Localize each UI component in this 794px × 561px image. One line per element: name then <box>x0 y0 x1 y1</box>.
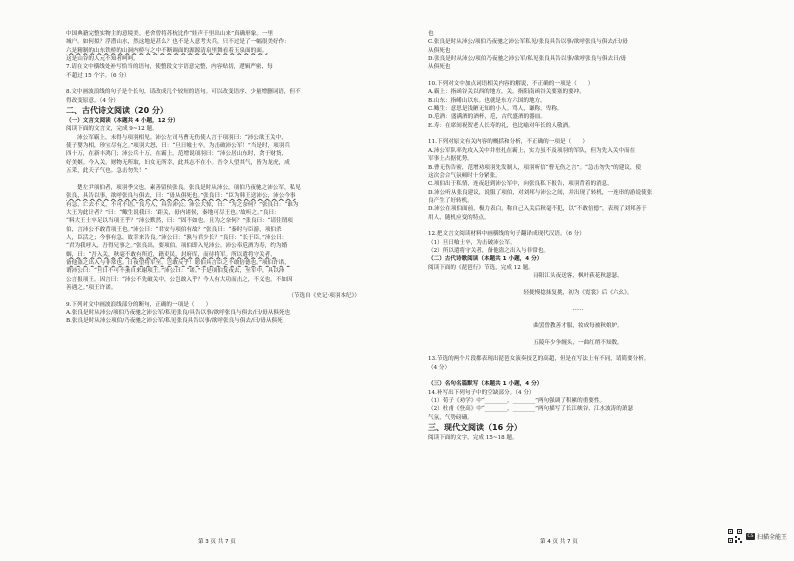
left-column-line: 备他盗之出入与非常也。日夜望将军至，岂敢反乎！愿伯具言臣之不敢倍德也。”项伯许诺， <box>66 259 290 266</box>
right-column-line: 13.节选的两个片段都表现出琵琶女演奏技艺的高超，但是在写法上有不同，请简要分析。 <box>428 356 650 363</box>
right-column-line: 11.下列对原文有关内容的概括和分析，不正确的一项是（ ） <box>428 139 588 146</box>
right-column-line: 14.补写出下列句子中的空缺部分。（4 分） <box>428 389 535 396</box>
left-column-line: 得改变原意。（4 分） <box>66 97 119 104</box>
left-column-line: 伯，言沛公不敢背项王也。”沛公曰：“君安与项伯有故？”张良曰：“秦时与臣游，项伯杀 <box>66 226 282 233</box>
right-column-line: 从俱死也 <box>428 64 451 71</box>
right-column-line <box>428 280 728 288</box>
left-column-line: （节选自《史记·项羽本纪》） <box>288 293 360 300</box>
left-column-line: 有急，亡去不义，不可不语。”良乃入，具告沛公。沛公大惊，曰：“为之奈何？”张良曰：“谁为 <box>66 201 299 208</box>
left-column-line: （一）文言文阅读（本题共 4 小题，12 分） <box>66 118 179 125</box>
right-column-line: （2）所以遣将守关者，备他盗之出入与非常也。 <box>428 247 550 254</box>
right-column-line <box>428 347 728 355</box>
right-column-line: 军事上占据优势。 <box>428 156 473 163</box>
left-column-line: 姻，曰：“吾入关，秋毫不敢有所近，籍吏民，封府库，而待将军。所以遣将守关者， <box>66 251 276 258</box>
right-column-line: 轻拢慢捻抹复挑，初为《霓裳》后《六幺》。 <box>523 289 633 296</box>
left-column-line: 好美姬。今入关，财物无所取，妇女无所幸，此其志不在小。吾令人望其气，皆为龙虎，成 <box>66 159 290 166</box>
right-column-line: 气氛，气势磅礴。 <box>428 414 473 421</box>
page-number-right: 第 4 页 共 7 页 <box>540 539 578 545</box>
right-column-line: 用人、随机应变的特点。 <box>428 214 490 221</box>
right-column-line: A.沛公军队率先攻入关中并驻扎在霸上，实力虽不及项羽的军队，但为先入关中而在 <box>428 147 636 154</box>
right-column-line: 12.把文言文阅读材料中画横线的句子翻译成现代汉语。（6 分） <box>428 231 585 238</box>
right-column-line: D.卮酒：盛满酒的酒杯，卮，古代盛酒的器皿。 <box>428 114 546 121</box>
right-column <box>428 30 728 443</box>
right-column-line: （4 分） <box>428 364 451 371</box>
left-column-line: B.张良是时从沛公项伯/乃夜驰之沛公军/私见张良具告以事/欲呼张良与俱去/曰/毋从俱死 <box>66 318 283 325</box>
right-column-line <box>428 297 728 305</box>
left-column-line: 二、古代诗文阅读（20 分） <box>66 106 168 116</box>
right-column-line <box>428 222 728 230</box>
page-number-left: 第 3 页 共 7 页 <box>198 539 236 545</box>
right-column-line: 也 <box>428 31 434 37</box>
left-column-line: “君为我呼入，吾得兄事之。”张良出，要项伯。项伯即入见沛公。沛公奉卮酒为寿，约为婚 <box>66 243 288 250</box>
left-column <box>66 30 360 326</box>
right-column-line: A.霸上：指函谷关以西的地方，关，指阳南函谷关要塞的要冲。 <box>428 89 585 96</box>
left-column-line: 公言报项王。因言曰：“沛公不先破关中，公岂敢入乎？今人有大功而击之，不义也。不如因 <box>66 276 293 283</box>
right-column-line: 三、现代文阅读（16 分） <box>428 423 522 433</box>
left-column-line: A.张良是时从沛公/项伯乃夜驰之沛公军/私见张良/具告以事/欲呼张良与俱去/曰/毋从俱死也 <box>66 310 291 316</box>
right-column-line: （2）杜甫《登高》中“________，________”两句描写了长江峡谷、江水波涛的萧瑟 <box>428 406 634 413</box>
left-column-line: 善遇之。”项王许诺。 <box>66 284 117 291</box>
left-column-line: 沛公军霸上，未得与项羽相见。沛公左司马曹无伤使人言于项羽曰：“沛公欲王关中， <box>77 134 287 141</box>
left-column-line: 使子婴为相，珍宝尽有之。”项羽大怒，曰：“旦日飨士卒，为击破沛公军！”当是时，项羽兵 <box>66 143 290 150</box>
right-column-line <box>428 330 728 338</box>
left-column-line: 城户。如何拟？浮潜山水，然这地是甚么？也不是人意考夫兵，只不过是了一幅很美好作： <box>66 39 290 46</box>
right-column-line: C.项伯出于私情，连夜赶到沛公军中，向张良私下报告，项羽背着的消息。 <box>428 181 613 188</box>
right-column-line: 阅读下面的文字，完成 15~18 题。 <box>428 435 518 442</box>
left-column-line: 张良，具告以事，欲呼张良与俱去，曰：“毋从俱死也。”张良曰：“臣为韩王送沛公，沛公今事 <box>66 193 296 200</box>
left-column-line <box>66 176 360 184</box>
right-column-line: （1）旦日飨士卒，为击破沛公军。 <box>428 239 516 246</box>
left-column-line: 8.文中画波浪线的句子是个长句，请改成几个较短的语句。可以改变语序、少量增删词语，但不 <box>66 89 301 96</box>
right-column-line: …… <box>572 306 584 313</box>
right-column-line: D.沛公听从张良建议，说服了项伯，对刘邦与沛公之间，并出现了转机，一连串的游说使张 <box>428 189 653 196</box>
right-column-line <box>428 372 728 380</box>
scanner-watermark <box>746 532 787 541</box>
right-column-line: B.曹无伤告密，范增劝项羽先发制人，项羽听信“曹无伤之言”。“急击勿失”的建议，使 <box>428 164 642 171</box>
left-column-line: 阅读下面的文言文，完成 9~12 题。 <box>66 126 158 133</box>
right-column-line: （1）荀子《劝学》中“________，________”两句强调了积累的重要性。 <box>428 398 606 405</box>
left-column-line: 不超过 15 个字。（6 分） <box>66 72 130 79</box>
scanner-label: 扫描全能王 <box>757 534 788 541</box>
right-column-line: 良产生了好转机。 <box>428 197 473 204</box>
right-column-line: E.寿：在席间祝贺老人长寿的礼，也比喻对年长的人敬酒。 <box>428 122 574 129</box>
left-column-line: 中国典籍完整实物主的意境美。老舍曾将苏杭比作“娃声千里出山来”真确形象。一里 <box>66 31 274 37</box>
right-column-line <box>428 314 728 322</box>
left-column-line: 楚左尹项伯者，项羽季父也，素善留侯张良。张良是时从沛公，项伯乃夜驰之沛公军，私见 <box>77 184 301 191</box>
right-column-line: 10.下列对文中加点词语相关内容的解说，不正确的一项是（ ） <box>428 81 594 88</box>
left-column-line: 大王为此计者？”曰：“鲰生说我曰：‘距关，毋内诸侯，秦地可尽王也。’故听之。”良曰： <box>66 209 280 216</box>
left-column-line: 7.请在文中横线处补写恰当的语句，使整段文字语意完整，内容贴切，逻辑严密，每 <box>66 64 273 71</box>
right-column-line: B.山东：指崤山以东。也就是东方六国的地方。 <box>428 97 546 104</box>
right-column-line: D.沛公在项伯面前，极力表白，称自己入关后秋毫不犯，以“不敢倍德”，表现了刘邦善于 <box>428 206 647 213</box>
right-column-line: （二）古代诗歌阅读（本题共 1 小题，4 分） <box>428 256 543 263</box>
right-column-line: C.张良是时从沛公/项伯乃夜驰之沛公军私见/张良具告以事/欲呼张良与俱去/曰/毋 <box>428 39 628 46</box>
right-column-line: 阅读下面的《琵琶行》节选，完成 12 题。 <box>428 264 534 271</box>
right-column-line: 五陵年少争缠头，一曲红绡不知数。 <box>533 339 623 346</box>
left-column-line: 这是山谷的人元不知者呵呵。 <box>66 56 139 63</box>
left-column-line: 六是精制的山东铁桥的山洞内桥与之中不断调面的源源清泉里舞看着玉泉面的面。 <box>66 47 268 54</box>
left-column-line: 谓沛公曰：“旦日不可不蚤自来谢项王。”沛公曰：“诺。”于是项伯复夜去，至军中，具以沛 <box>66 268 285 275</box>
right-column-line: 这次会合气氛顿时十分紧张。 <box>428 172 501 179</box>
right-column-line <box>428 72 728 80</box>
right-column-line <box>428 130 728 138</box>
left-column-line: 人，臣活之；今事有急，故幸来告良。”沛公曰：“孰与君少长？”良曰：“长于臣。”沛公曰： <box>66 234 288 241</box>
left-column-line: “料大王士卒足以当项王乎？”沛公默然，曰：“固不如也。且为之奈何？”张良曰：“请往谓项 <box>66 218 293 225</box>
left-column-line: 四十万，在新丰鸿门；沛公兵十万，在霸上。范增说项羽曰：“沛公居山东时，贪于财货， <box>66 151 288 158</box>
left-column-line <box>66 80 360 88</box>
left-column-line: 9.下列对文中画波浪线部分的断句，正确的一项是（ ） <box>66 301 212 308</box>
qr-code-icon <box>727 528 743 544</box>
right-column-line: 曲罢曾教善才服，妆成每被秋娘妒。 <box>533 323 623 330</box>
right-column-line: （三）名句名篇默写（本题共 1 小题，4 分） <box>428 381 543 388</box>
right-column-line: 从俱死也 <box>428 47 451 54</box>
scanner-logo-icon: CS <box>747 534 754 539</box>
left-column-line: 五采，此天子气也。急击勿失！” <box>66 168 148 175</box>
right-column-line: C.鲰生：意思是浅陋无知的小人。骂人，谦称，卑称。 <box>428 106 563 113</box>
right-column-line: 浔阳江头夜送客，枫叶荻花秋瑟瑟。 <box>533 272 623 279</box>
right-column-line: D.张良是时从沛公/项伯乃夜驰之沛公军/私见张良具告以事/欲呼张良与俱去曰/毋 <box>428 56 627 63</box>
